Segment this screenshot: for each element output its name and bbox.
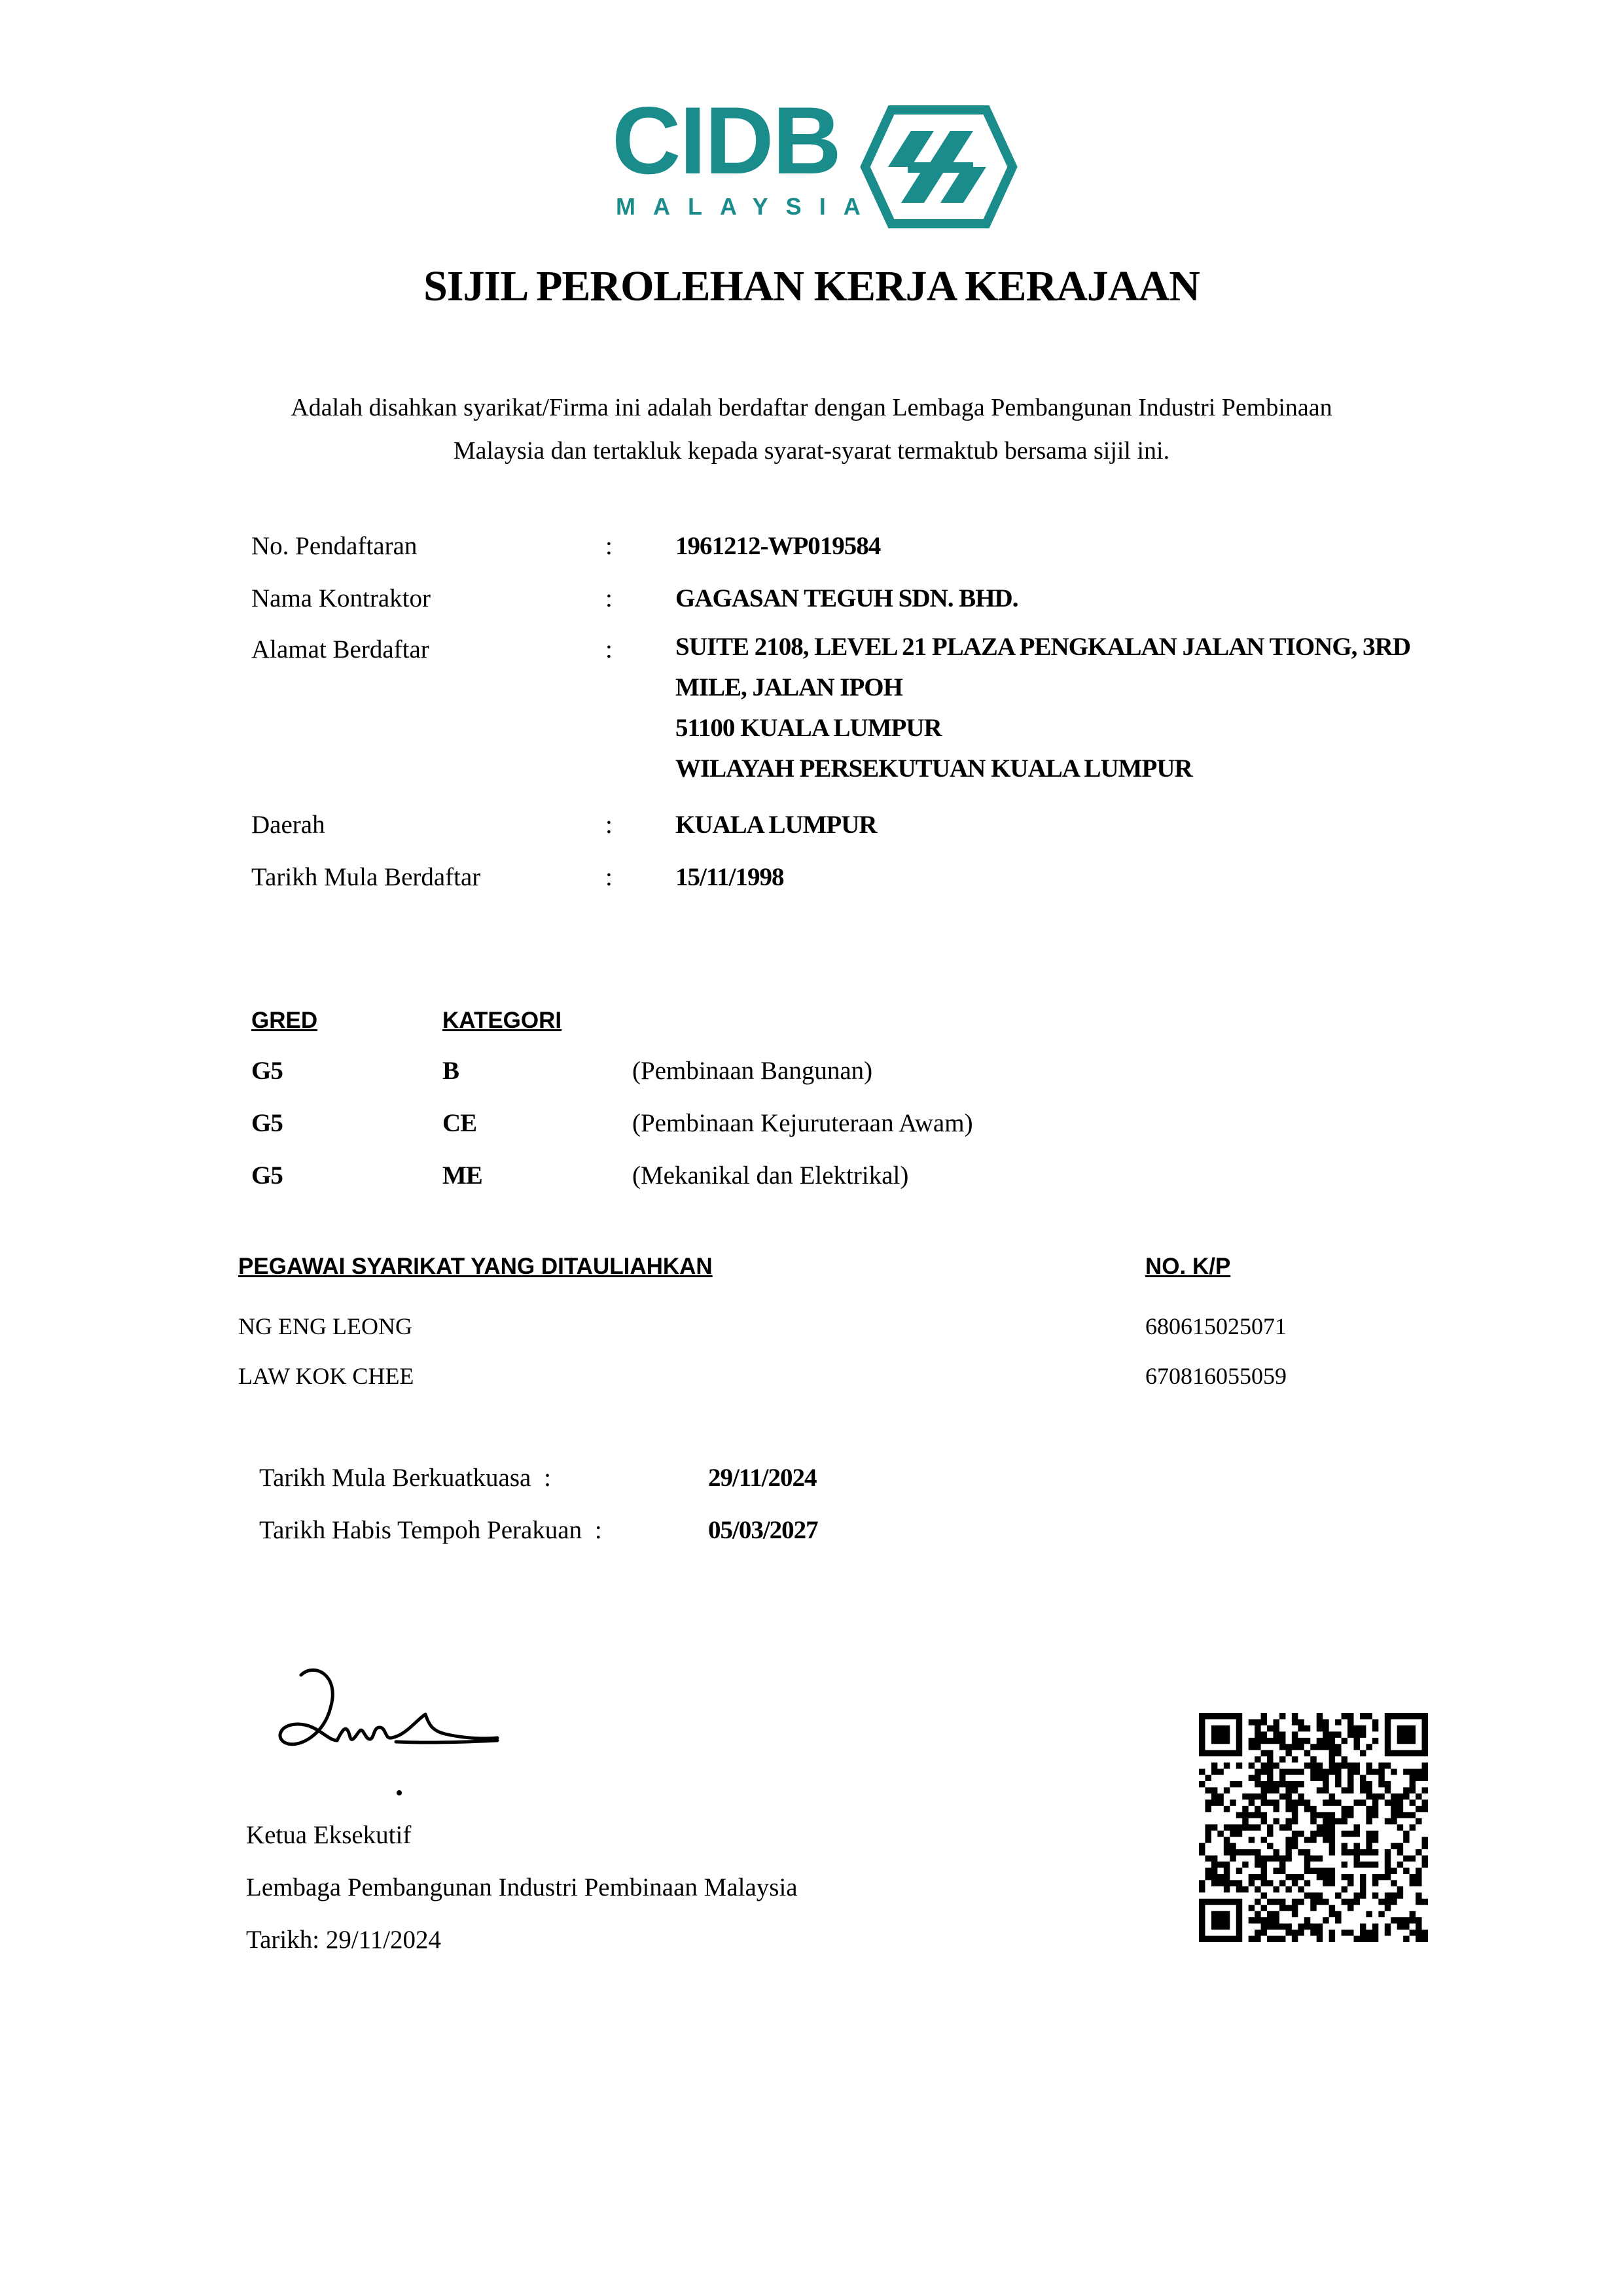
district-value: KUALA LUMPUR [675, 811, 877, 839]
grade-row-1-category: B [442, 1057, 459, 1085]
category-header: KATEGORI [442, 1008, 562, 1033]
grade-row-2-category: CE [442, 1109, 477, 1137]
officers-header: PEGAWAI SYARIKAT YANG DITAULIAHKAN [238, 1254, 713, 1279]
officer-id-header: NO. K/P [1145, 1254, 1231, 1279]
district-colon: : [605, 811, 613, 839]
signatory-title: Ketua Eksekutif [246, 1821, 412, 1849]
cidb-logo [612, 87, 1031, 236]
qr-finder-pattern [1388, 1716, 1425, 1754]
grade-row-3-category: ME [442, 1161, 482, 1190]
validity-end-value: 05/03/2027 [708, 1516, 818, 1544]
qr-code-icon [1199, 1713, 1428, 1942]
logo-subtitle: MALAYSIA [616, 193, 878, 220]
qr-finder-pattern [1202, 1902, 1240, 1939]
handwritten-signature [275, 1662, 510, 1806]
validity-start-label [259, 1463, 551, 1492]
address-line-4: WILAYAH PERSEKUTUAN KUALA LUMPUR [675, 754, 1192, 783]
officer-row-1-id: 680615025071 [1145, 1313, 1287, 1339]
grade-row-2-grade: G5 [251, 1109, 283, 1137]
grade-row-2-description: (Pembinaan Kejuruteraan Awam) [632, 1109, 973, 1137]
grade-row-3-description: (Mekanikal dan Elektrikal) [632, 1161, 909, 1190]
document-title: SIJIL PEROLEHAN KERJA KERAJAAN [423, 262, 1200, 310]
contractor-name-colon: : [605, 584, 613, 612]
contractor-name-value: GAGASAN TEGUH SDN. BHD. [675, 584, 1018, 612]
address-line-3: 51100 KUALA LUMPUR [675, 714, 942, 742]
grade-row-1-grade: G5 [251, 1057, 283, 1085]
intro-paragraph [196, 386, 1427, 472]
signatory-date: Tarikh: 29/11/2024 [246, 1926, 442, 1954]
registered-since-label: Tarikh Mula Berdaftar [251, 863, 481, 891]
qr-finder-pattern [1202, 1716, 1240, 1754]
validity-start-value: 29/11/2024 [708, 1464, 817, 1492]
validity-end-label-text: Tarikh Habis Tempoh Perakuan [259, 1516, 582, 1544]
contractor-name-label: Nama Kontraktor [251, 584, 431, 612]
address-value [675, 627, 1410, 789]
registration-no-label: No. Pendaftaran [251, 532, 418, 560]
logo-wordmark: CIDB [612, 87, 840, 194]
validity-end-colon: : [594, 1516, 602, 1544]
registered-since-colon: : [605, 863, 613, 891]
address-line-1: SUITE 2108, LEVEL 21 PLAZA PENGKALAN JALAN TIONG, 3RD [675, 633, 1410, 661]
address-line-2: MILE, JALAN IPOH [675, 673, 902, 701]
grade-row-3-grade: G5 [251, 1161, 283, 1190]
address-colon: : [605, 635, 613, 663]
grade-row-1-description: (Pembinaan Bangunan) [632, 1057, 873, 1085]
qr-modules [1199, 1713, 1428, 1942]
intro-line-2: Malaysia dan tertakluk kepada syarat-syarat termaktub bersama sijil ini. [453, 437, 1170, 465]
officer-row-1-name: NG ENG LEONG [238, 1313, 412, 1339]
address-label: Alamat Berdaftar [251, 635, 429, 663]
signatory-organisation: Lembaga Pembangunan Industri Pembinaan Malaysia [246, 1873, 798, 1901]
cidb-hexagon-logo-icon [855, 105, 1019, 229]
validity-start-colon: : [544, 1464, 551, 1492]
officer-row-2-id: 670816055059 [1145, 1363, 1287, 1389]
intro-line-1: Adalah disahkan syarikat/Firma ini adalah berdaftar dengan Lembaga Pembangunan Industri Pembinaan [291, 394, 1332, 421]
grade-header: GRED [251, 1008, 318, 1033]
registration-no-colon: : [605, 532, 613, 560]
validity-end-label [259, 1515, 602, 1545]
validity-start-label-text: Tarikh Mula Berkuatkuasa [259, 1464, 531, 1492]
officer-row-2-name: LAW KOK CHEE [238, 1363, 414, 1389]
registration-no-value: 1961212-WP019584 [675, 532, 881, 560]
registered-since-value: 15/11/1998 [675, 863, 784, 891]
district-label: Daerah [251, 811, 325, 839]
